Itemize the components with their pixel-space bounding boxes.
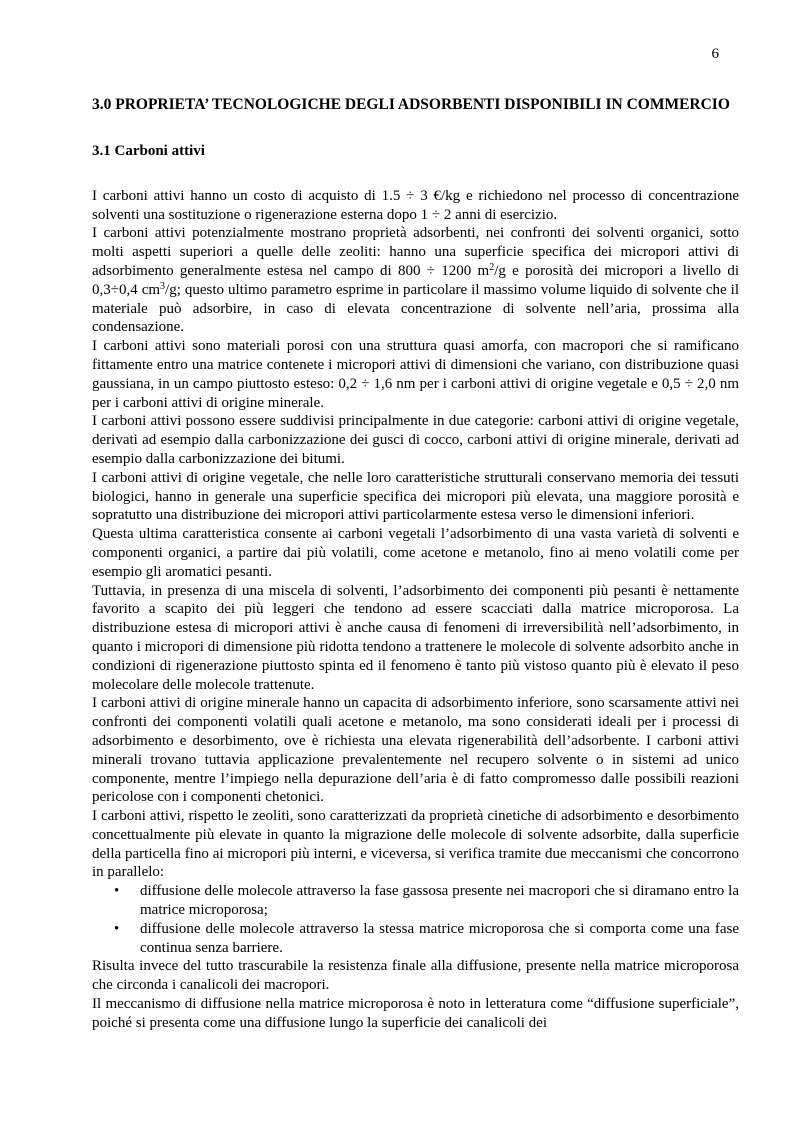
paragraph: I carboni attivi hanno un costo di acquisto di 1.5 ÷ 3 €/kg e richiedono nel processo di concentrazione solventi una sostituzione o rigenerazione esterna dopo 1 ÷ 2 anni di esercizio.	[92, 187, 739, 223]
paragraph-text: I carboni attivi potenzialmente mostrano proprietà adsorbenti, nei confronti dei solventi organici, sotto molti aspetti superiori a quelle delle zeoliti: hanno una superficie specifica dei micropori attivi di adsorbimento generalmente estesa nel campo di 800 ÷ 1200 m	[92, 225, 739, 279]
bullet-icon: •	[114, 883, 120, 900]
paragraph-text: /g e porosità dei micropori a livello di 0,3÷0,4 cm	[92, 262, 739, 298]
bullet-icon: •	[114, 920, 120, 937]
list-item	[114, 920, 739, 958]
section-heading: 3.0 PROPRIETA’ TECNOLOGICHE DEGLI ADSORBENTI DISPONIBILI IN COMMERCIO	[92, 96, 730, 113]
paragraph: I carboni attivi di origine vegetale, che nelle loro caratteristiche strutturali conservano memoria dei tessuti biologici, hanno in generale una superficie specifica dei micropori più elevata, una maggiore porosità e sopratutto una distribuzione dei micropori attivi particolarmente estesa verso le dimensioni inferiori.	[92, 469, 739, 524]
paragraph: Il meccanismo di diffusione nella matrice microporosa è noto in letteratura come “diffusione superficiale”, poiché si presenta come una diffusione lungo la superficie dei canalicoli dei	[92, 996, 739, 1031]
page-content	[92, 95, 739, 1033]
paragraph-text: /g; questo ultimo parametro esprime in particolare il massimo volume liquido di solvente che il materiale può adsorbire, in caso di elevata concentrazione di solvente nell’aria, prossima alla condensazione.	[92, 281, 739, 336]
paragraph: I carboni attivi possono essere suddivisi principalmente in due categorie: carboni attivi di origine vegetale, derivati ad esempio dalla carbonizzazione dei gusci di cocco, carboni attivi di origine minerale, derivati ad esempio dalla carbonizzazione dei bitumi.	[92, 413, 739, 467]
paragraph: I carboni attivi sono materiali porosi con una struttura quasi amorfa, con macropori che si ramificano fittamente entro una matrice contenete i micropori attivi di dimensioni che variano, con distribuzione quasi gaussiana, in un campo piuttosto esteso: 0,2 ÷ 1,6 nm per i carboni attivi di origine vegetale e 0,5 ÷ 2,0 nm per i carboni attivi di origine minerale.	[92, 338, 739, 411]
paragraph: Tuttavia, in presenza di una miscela di solventi, l’adsorbimento dei componenti più pesanti è nettamente favorito a scapito dei più leggeri che tendono ad essere scacciati dalla matrice microporosa. La distribuzione estesa di micropori attivi è anche causa di fenomeni di irreversibilità nell’adsorbimento, in quanto i micropori di dimensione più ridotta tendono a trattenere le molecole di solvente adsorbito anche in condizioni di rigenerazione piuttosto spinta ed il fenomeno è tanto più vistoso quanto più è elevato il peso molecolare delle molecole trattenute.	[92, 582, 739, 693]
page-number: 6	[711, 46, 719, 62]
subsection-heading: 3.1 Carboni attivi	[92, 143, 205, 159]
list-item	[114, 882, 739, 920]
paragraph: I carboni attivi, rispetto le zeoliti, sono caratterizzati da proprietà cinetiche di adsorbimento e desorbimento concettualmente più elevate in quanto la migrazione delle molecole di solvente adsorbite, dalla superficie della particella fino ai micropori più interni, e viceversa, si verifica tramite due meccanismi che concorrono in parallelo:	[92, 808, 739, 881]
paragraph: Risulta invece del tutto trascurabile la resistenza finale alla diffusione, presente nella matrice microporosa che circonda i canalicoli dei macropori.	[92, 958, 739, 994]
list-item-text: diffusione delle molecole attraverso la fase gassosa presente nei macropori che si diramano entro la matrice microporosa;	[140, 883, 739, 919]
superscript: 2	[489, 261, 495, 273]
bullet-list	[92, 882, 739, 957]
superscript: 3	[160, 280, 166, 292]
list-item-text: diffusione delle molecole attraverso la stessa matrice microporosa che si comporta come una fase continua senza barriere.	[140, 920, 739, 956]
paragraph	[92, 224, 739, 337]
paragraph: I carboni attivi di origine minerale hanno un capacita di adsorbimento inferiore, sono scarsamente attivi nei confronti dei componenti volatili quali acetone e metanolo, ma sono considerati ideali per i processi di adsorbimento e desorbimento, ove è richiesta una elevata rigenerabilità dell’adsorbente. I carboni attivi minerali trovano tuttavia applicazione prevalentemente nel recupero solvente o in sistemi ad unico componente, mentre l’impiego nella depurazione dell’aria è di fatto compromesso dalle possibili reazioni pericolose con i componenti chetonici.	[92, 695, 739, 806]
paragraph: Questa ultima caratteristica consente ai carboni vegetali l’adsorbimento di una vasta varietà di solventi e componenti organici, a partire dai più volatili, come acetone e metanolo, fino ai meno volatili come per esempio gli aromatici pesanti.	[92, 526, 739, 580]
